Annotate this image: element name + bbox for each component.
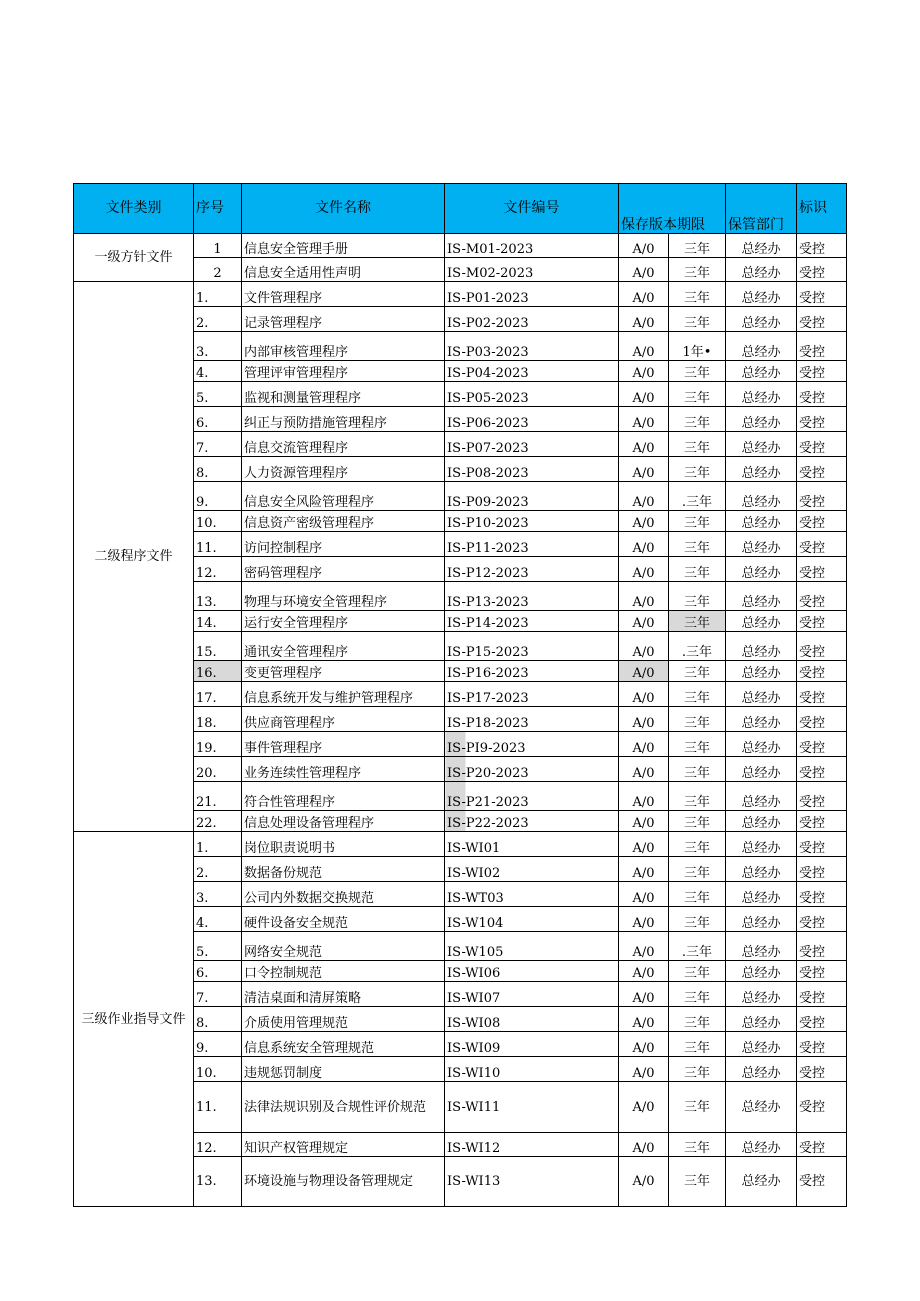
mark-cell: 受控 <box>797 282 847 307</box>
period-cell: 三年 <box>669 611 726 632</box>
name-cell: 监视和测量管理程序 <box>242 382 445 407</box>
dept-cell: 总经办 <box>726 857 797 882</box>
name-cell: 记录管理程序 <box>242 307 445 332</box>
dept-cell: 总经办 <box>726 611 797 632</box>
mark-cell: 受控 <box>797 682 847 707</box>
mark-cell: 受控 <box>797 661 847 682</box>
dept-cell: 总经办 <box>726 1082 797 1133</box>
mark-cell: 受控 <box>797 832 847 857</box>
seq-cell: 2 <box>194 258 242 282</box>
code-cell: IS-WI01 <box>445 832 619 857</box>
period-cell: 三年 <box>669 882 726 907</box>
period-cell: .三年 <box>669 482 726 511</box>
seq-cell: 2. <box>194 857 242 882</box>
name-cell: 网络安全规范 <box>242 932 445 961</box>
period-cell: .三年 <box>669 932 726 961</box>
table-row <box>74 832 847 857</box>
code-cell: IS-W105 <box>445 932 619 961</box>
period-cell: 三年 <box>669 757 726 782</box>
period-cell: 三年 <box>669 811 726 832</box>
code-cell: IS-P16-2023 <box>445 661 619 682</box>
seq-cell: 8. <box>194 457 242 482</box>
dept-cell: 总经办 <box>726 234 797 258</box>
version-cell: A/0 <box>619 482 669 511</box>
dept-cell: 总经办 <box>726 1032 797 1057</box>
document-register-table <box>73 183 847 1207</box>
version-cell: A/0 <box>619 832 669 857</box>
version-cell: A/0 <box>619 811 669 832</box>
version-cell: A/0 <box>619 1082 669 1133</box>
code-cell: IS-P14-2023 <box>445 611 619 632</box>
version-cell: A/0 <box>619 757 669 782</box>
table-row <box>74 234 847 258</box>
period-cell: 三年 <box>669 382 726 407</box>
mark-cell: 受控 <box>797 857 847 882</box>
seq-cell: 17. <box>194 682 242 707</box>
version-cell: A/0 <box>619 932 669 961</box>
dept-cell: 总经办 <box>726 882 797 907</box>
code-cell: IS-P20-2023 <box>445 757 619 782</box>
name-cell: 信息资产密级管理程序 <box>242 511 445 532</box>
name-cell: 业务连续性管理程序 <box>242 757 445 782</box>
version-cell: A/0 <box>619 882 669 907</box>
header-mark: 标识 <box>797 184 847 234</box>
code-cell: IS-WI06 <box>445 961 619 982</box>
period-cell: 三年 <box>669 582 726 611</box>
period-cell: 三年 <box>669 1157 726 1207</box>
name-cell: 访问控制程序 <box>242 532 445 557</box>
dept-cell: 总经办 <box>726 907 797 932</box>
seq-cell: 3. <box>194 332 242 361</box>
dept-cell: 总经办 <box>726 482 797 511</box>
version-cell: A/0 <box>619 234 669 258</box>
dept-cell: 总经办 <box>726 1133 797 1157</box>
mark-cell: 受控 <box>797 757 847 782</box>
name-cell: 内部审核管理程序 <box>242 332 445 361</box>
period-cell: 三年 <box>669 982 726 1007</box>
seq-cell: 16. <box>194 661 242 682</box>
dept-cell: 总经办 <box>726 632 797 661</box>
mark-cell: 受控 <box>797 932 847 961</box>
period-cell: 三年 <box>669 282 726 307</box>
seq-cell: 2. <box>194 307 242 332</box>
name-cell: 环境设施与物理设备管理规定 <box>242 1157 445 1207</box>
dept-cell: 总经办 <box>726 332 797 361</box>
mark-cell: 受控 <box>797 907 847 932</box>
code-cell: IS-WI08 <box>445 1007 619 1032</box>
code-cell: IS-WI12 <box>445 1133 619 1157</box>
version-cell: A/0 <box>619 857 669 882</box>
seq-cell: 5. <box>194 932 242 961</box>
seq-cell: 4. <box>194 907 242 932</box>
dept-cell: 总经办 <box>726 307 797 332</box>
mark-cell: 受控 <box>797 882 847 907</box>
period-cell: 三年 <box>669 511 726 532</box>
period-cell: 三年 <box>669 682 726 707</box>
period-cell: .三年 <box>669 632 726 661</box>
code-cell: IS-P13-2023 <box>445 582 619 611</box>
dept-cell: 总经办 <box>726 557 797 582</box>
seq-cell: 4. <box>194 361 242 382</box>
mark-cell: 受控 <box>797 457 847 482</box>
mark-cell: 受控 <box>797 611 847 632</box>
code-cell: IS-P22-2023 <box>445 811 619 832</box>
code-cell: IS-P02-2023 <box>445 307 619 332</box>
seq-cell: 10. <box>194 511 242 532</box>
seq-cell: 14. <box>194 611 242 632</box>
seq-cell: 11. <box>194 532 242 557</box>
version-cell: A/0 <box>619 907 669 932</box>
code-cell: IS-WI11 <box>445 1082 619 1133</box>
version-cell: A/0 <box>619 782 669 811</box>
version-cell: A/0 <box>619 282 669 307</box>
mark-cell: 受控 <box>797 557 847 582</box>
dept-cell: 总经办 <box>726 707 797 732</box>
name-cell: 通讯安全管理程序 <box>242 632 445 661</box>
dept-cell: 总经办 <box>726 961 797 982</box>
header-name: 文件名称 <box>242 184 445 234</box>
dept-cell: 总经办 <box>726 282 797 307</box>
dept-cell: 总经办 <box>726 661 797 682</box>
mark-cell: 受控 <box>797 1057 847 1082</box>
period-cell: 三年 <box>669 1032 726 1057</box>
name-cell: 清洁桌面和清屏策略 <box>242 982 445 1007</box>
period-cell: 三年 <box>669 907 726 932</box>
name-cell: 物理与环境安全管理程序 <box>242 582 445 611</box>
name-cell: 知识产权管理规定 <box>242 1133 445 1157</box>
period-cell: 三年 <box>669 432 726 457</box>
dept-cell: 总经办 <box>726 532 797 557</box>
name-cell: 运行安全管理程序 <box>242 611 445 632</box>
seq-cell: 5. <box>194 382 242 407</box>
name-cell: 信息安全风险管理程序 <box>242 482 445 511</box>
code-cell: IS-P15-2023 <box>445 632 619 661</box>
category-cell: 二级程序文件 <box>74 282 194 832</box>
name-cell: 岗位职责说明书 <box>242 832 445 857</box>
code-cell: IS-P09-2023 <box>445 482 619 511</box>
seq-cell: 1. <box>194 832 242 857</box>
period-cell: 1年• <box>669 332 726 361</box>
seq-cell: 8. <box>194 1007 242 1032</box>
dept-cell: 总经办 <box>726 757 797 782</box>
seq-cell: 12. <box>194 1133 242 1157</box>
period-cell: 三年 <box>669 1133 726 1157</box>
dept-cell: 总经办 <box>726 382 797 407</box>
version-cell: A/0 <box>619 432 669 457</box>
seq-cell: 19. <box>194 732 242 757</box>
seq-cell: 15. <box>194 632 242 661</box>
mark-cell: 受控 <box>797 582 847 611</box>
version-cell: A/0 <box>619 382 669 407</box>
period-cell: 三年 <box>669 1007 726 1032</box>
mark-cell: 受控 <box>797 234 847 258</box>
mark-cell: 受控 <box>797 707 847 732</box>
version-cell: A/0 <box>619 1007 669 1032</box>
code-cell: IS-P04-2023 <box>445 361 619 382</box>
code-cell: IS-WI07 <box>445 982 619 1007</box>
mark-cell: 受控 <box>797 307 847 332</box>
dept-cell: 总经办 <box>726 1057 797 1082</box>
seq-cell: 6. <box>194 407 242 432</box>
version-cell: A/0 <box>619 407 669 432</box>
code-cell: IS-W104 <box>445 907 619 932</box>
seq-cell: 7. <box>194 982 242 1007</box>
version-cell: A/0 <box>619 582 669 611</box>
name-cell: 符合性管理程序 <box>242 782 445 811</box>
code-cell: IS-M01-2023 <box>445 234 619 258</box>
name-cell: 硬件设备安全规范 <box>242 907 445 932</box>
dept-cell: 总经办 <box>726 782 797 811</box>
period-cell: 三年 <box>669 1057 726 1082</box>
name-cell: 事件管理程序 <box>242 732 445 757</box>
code-cell: IS-P10-2023 <box>445 511 619 532</box>
dept-cell: 总经办 <box>726 457 797 482</box>
code-cell: IS-P05-2023 <box>445 382 619 407</box>
period-cell: 三年 <box>669 707 726 732</box>
period-cell: 三年 <box>669 532 726 557</box>
dept-cell: 总经办 <box>726 582 797 611</box>
version-cell: A/0 <box>619 1032 669 1057</box>
seq-cell: 3. <box>194 882 242 907</box>
seq-cell: 13. <box>194 582 242 611</box>
header-department: 保管部门 <box>726 184 797 234</box>
period-cell: 三年 <box>669 307 726 332</box>
category-cell: 一级方针文件 <box>74 234 194 282</box>
code-cell: IS-WT03 <box>445 882 619 907</box>
period-cell: 三年 <box>669 832 726 857</box>
dept-cell: 总经办 <box>726 1007 797 1032</box>
period-cell: 三年 <box>669 961 726 982</box>
mark-cell: 受控 <box>797 482 847 511</box>
seq-cell: 20. <box>194 757 242 782</box>
mark-cell: 受控 <box>797 782 847 811</box>
seq-cell: 22. <box>194 811 242 832</box>
mark-cell: 受控 <box>797 732 847 757</box>
period-cell: 三年 <box>669 1082 726 1133</box>
version-cell: A/0 <box>619 1157 669 1207</box>
category-cell: 三级作业指导文件 <box>74 832 194 1207</box>
name-cell: 密码管理程序 <box>242 557 445 582</box>
code-cell: IS-WI10 <box>445 1057 619 1082</box>
period-cell: 三年 <box>669 457 726 482</box>
name-cell: 信息安全管理手册 <box>242 234 445 258</box>
name-cell: 公司内外数据交换规范 <box>242 882 445 907</box>
version-cell: A/0 <box>619 1057 669 1082</box>
name-cell: 违规惩罚制度 <box>242 1057 445 1082</box>
mark-cell: 受控 <box>797 982 847 1007</box>
seq-cell: 18. <box>194 707 242 732</box>
code-cell: IS-PI9-2023 <box>445 732 619 757</box>
name-cell: 纠正与预防措施管理程序 <box>242 407 445 432</box>
mark-cell: 受控 <box>797 1032 847 1057</box>
register-body <box>74 234 847 1207</box>
name-cell: 管理评审管理程序 <box>242 361 445 382</box>
code-cell: IS-P03-2023 <box>445 332 619 361</box>
period-cell: 三年 <box>669 557 726 582</box>
name-cell: 数据备份规范 <box>242 857 445 882</box>
version-cell: A/0 <box>619 361 669 382</box>
code-cell: IS-P17-2023 <box>445 682 619 707</box>
seq-cell: 13. <box>194 1157 242 1207</box>
mark-cell: 受控 <box>797 361 847 382</box>
dept-cell: 总经办 <box>726 407 797 432</box>
mark-cell: 受控 <box>797 811 847 832</box>
name-cell: 供应商管理程序 <box>242 707 445 732</box>
dept-cell: 总经办 <box>726 982 797 1007</box>
dept-cell: 总经办 <box>726 732 797 757</box>
mark-cell: 受控 <box>797 1133 847 1157</box>
mark-cell: 受控 <box>797 961 847 982</box>
code-cell: IS-WI02 <box>445 857 619 882</box>
code-cell: IS-M02-2023 <box>445 258 619 282</box>
seq-cell: 12. <box>194 557 242 582</box>
version-cell: A/0 <box>619 258 669 282</box>
version-cell: A/0 <box>619 511 669 532</box>
dept-cell: 总经办 <box>726 832 797 857</box>
code-cell: IS-P21-2023 <box>445 782 619 811</box>
name-cell: 信息交流管理程序 <box>242 432 445 457</box>
header-seq: 序号 <box>194 184 242 234</box>
version-cell: A/0 <box>619 557 669 582</box>
name-cell: 文件管理程序 <box>242 282 445 307</box>
seq-cell: 11. <box>194 1082 242 1133</box>
code-cell: IS-P06-2023 <box>445 407 619 432</box>
version-cell: A/0 <box>619 682 669 707</box>
seq-cell: 7. <box>194 432 242 457</box>
period-cell: 三年 <box>669 782 726 811</box>
name-cell: 口令控制规范 <box>242 961 445 982</box>
version-cell: A/0 <box>619 457 669 482</box>
code-cell: IS-WI13 <box>445 1157 619 1207</box>
dept-cell: 总经办 <box>726 811 797 832</box>
version-cell: A/0 <box>619 961 669 982</box>
version-cell: A/0 <box>619 611 669 632</box>
mark-cell: 受控 <box>797 511 847 532</box>
dept-cell: 总经办 <box>726 258 797 282</box>
mark-cell: 受控 <box>797 432 847 457</box>
header-version-period: 保存版本期限 <box>619 184 726 234</box>
seq-cell: 1 <box>194 234 242 258</box>
code-cell: IS-WI09 <box>445 1032 619 1057</box>
name-cell: 信息安全适用性声明 <box>242 258 445 282</box>
name-cell: 法律法规识别及合规性评价规范 <box>242 1082 445 1133</box>
mark-cell: 受控 <box>797 407 847 432</box>
mark-cell: 受控 <box>797 532 847 557</box>
dept-cell: 总经办 <box>726 432 797 457</box>
seq-cell: 9. <box>194 482 242 511</box>
version-cell: A/0 <box>619 661 669 682</box>
period-cell: 三年 <box>669 234 726 258</box>
seq-cell: 1. <box>194 282 242 307</box>
code-cell: IS-P12-2023 <box>445 557 619 582</box>
period-cell: 三年 <box>669 857 726 882</box>
period-cell: 三年 <box>669 661 726 682</box>
version-cell: A/0 <box>619 332 669 361</box>
mark-cell: 受控 <box>797 258 847 282</box>
mark-cell: 受控 <box>797 332 847 361</box>
name-cell: 信息处理设备管理程序 <box>242 811 445 832</box>
mark-cell: 受控 <box>797 1007 847 1032</box>
code-cell: IS-P18-2023 <box>445 707 619 732</box>
seq-cell: 9. <box>194 1032 242 1057</box>
name-cell: 信息系统开发与维护管理程序 <box>242 682 445 707</box>
seq-cell: 10. <box>194 1057 242 1082</box>
code-cell: IS-P11-2023 <box>445 532 619 557</box>
version-cell: A/0 <box>619 982 669 1007</box>
header-row <box>74 184 847 234</box>
version-cell: A/0 <box>619 632 669 661</box>
name-cell: 变更管理程序 <box>242 661 445 682</box>
version-cell: A/0 <box>619 307 669 332</box>
name-cell: 信息系统安全管理规范 <box>242 1032 445 1057</box>
header-code: 文件编号 <box>445 184 619 234</box>
version-cell: A/0 <box>619 1133 669 1157</box>
mark-cell: 受控 <box>797 632 847 661</box>
version-cell: A/0 <box>619 732 669 757</box>
version-cell: A/0 <box>619 707 669 732</box>
table-row <box>74 282 847 307</box>
code-cell: IS-P07-2023 <box>445 432 619 457</box>
code-cell: IS-P08-2023 <box>445 457 619 482</box>
dept-cell: 总经办 <box>726 511 797 532</box>
code-cell: IS-P01-2023 <box>445 282 619 307</box>
name-cell: 人力资源管理程序 <box>242 457 445 482</box>
seq-cell: 6. <box>194 961 242 982</box>
period-cell: 三年 <box>669 732 726 757</box>
period-cell: 三年 <box>669 361 726 382</box>
header-category: 文件类别 <box>74 184 194 234</box>
dept-cell: 总经办 <box>726 682 797 707</box>
period-cell: 三年 <box>669 407 726 432</box>
dept-cell: 总经办 <box>726 1157 797 1207</box>
dept-cell: 总经办 <box>726 361 797 382</box>
dept-cell: 总经办 <box>726 932 797 961</box>
mark-cell: 受控 <box>797 382 847 407</box>
mark-cell: 受控 <box>797 1082 847 1133</box>
seq-cell: 21. <box>194 782 242 811</box>
mark-cell: 受控 <box>797 1157 847 1207</box>
version-cell: A/0 <box>619 532 669 557</box>
name-cell: 介质使用管理规范 <box>242 1007 445 1032</box>
period-cell: 三年 <box>669 258 726 282</box>
